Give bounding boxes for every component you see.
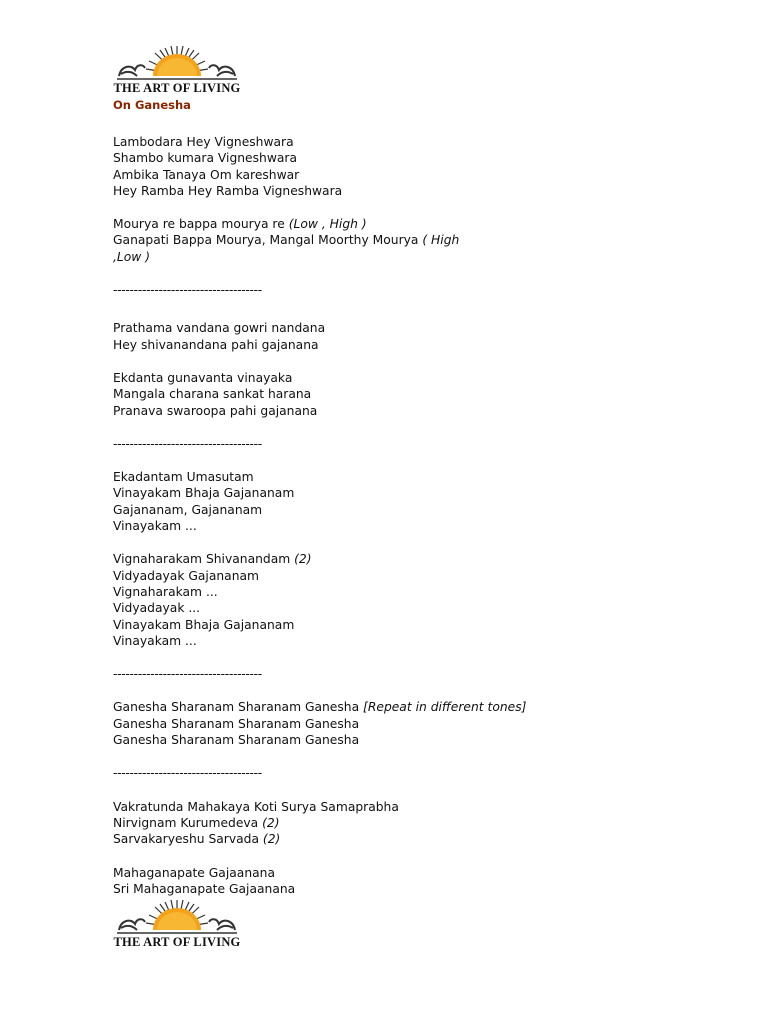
lyric-note: (2)	[262, 815, 280, 830]
lyric-line: Ambika Tanaya Om kareshwar	[113, 167, 300, 182]
lyric-text: Ganapati Bappa Mourya, Mangal Moorthy Mourya	[113, 233, 423, 248]
lyric-line: Ekdanta gunavanta vinayaka	[113, 370, 293, 385]
lyric-line: Shambo kumara Vigneshwara	[113, 151, 298, 166]
lyric-line: Hey Ramba Hey Ramba Vigneshwara	[113, 183, 343, 198]
lyric-line: Lambodara Hey Vigneshwara	[113, 135, 294, 149]
lyric-text: Mourya re bappa mourya re	[113, 217, 289, 232]
lyric-note: (2)	[262, 832, 281, 847]
lyric-text: Ganesha Sharanam Sharanam Ganesha	[113, 700, 364, 715]
lyric-line: Sri Mahaganapate Gajaanana	[113, 881, 296, 896]
lyric-line	[113, 831, 673, 847]
lyric-line: Vignaharakam ...	[113, 584, 218, 599]
lyric-text: Sarvakaryeshu Sarvada	[113, 832, 263, 847]
separator: ------------------------------------	[113, 667, 262, 682]
lyric-note: [Repeat in different tones]	[363, 700, 527, 715]
lyric-line: Vakratunda Mahakaya Koti Surya Samaprabha	[113, 799, 399, 814]
sun-emblem-icon	[113, 898, 241, 938]
lyric-line: Vidyadayak ...	[113, 601, 201, 616]
logo-text: THE ART OF LIVING	[113, 935, 241, 949]
lyric-line: Mangala charana sankat harana	[113, 387, 312, 402]
lyric-line: Mahaganapate Gajaanana	[113, 865, 275, 880]
lyric-line: Vidyadayak Gajananam	[113, 568, 260, 583]
lyric-line: Vinayakam Bhaja Gajananam	[113, 486, 295, 501]
lyric-line: Vinayakam ...	[113, 519, 197, 534]
art-of-living-logo-footer	[113, 898, 241, 950]
lyric-line: Hey shivanandana pahi gajanana	[113, 337, 319, 352]
lyric-line: Ekadantam Umasutam	[113, 470, 254, 485]
lyric-line: Vinayakam ...	[113, 633, 197, 648]
separator: ------------------------------------	[113, 436, 262, 451]
page-title: On Ganesha	[113, 98, 191, 112]
lyric-text: Vignaharakam Shivanandam	[113, 552, 295, 567]
lyric-line	[113, 249, 673, 265]
lyric-line: Ganesha Sharanam Sharanam Ganesha	[113, 716, 360, 731]
lyric-line: Gajananam, Gajananam	[113, 502, 263, 517]
lyric-note: (Low , High )	[288, 217, 367, 232]
sun-emblem-icon	[113, 44, 241, 84]
lyric-note: (2)	[294, 552, 312, 567]
separator: ------------------------------------	[113, 766, 262, 781]
lyric-line: Pranava swaroopa pahi gajanana	[113, 403, 318, 418]
lyrics-body	[113, 134, 673, 897]
lyric-line: Prathama vandana gowri nandana	[113, 321, 326, 336]
lyric-line	[113, 815, 673, 831]
lyric-note: ,Low )	[113, 249, 151, 264]
lyric-line	[113, 232, 673, 248]
lyric-note: ( High	[422, 233, 460, 248]
art-of-living-logo	[113, 44, 241, 96]
separator: ------------------------------------	[113, 283, 262, 298]
lyric-line: Ganesha Sharanam Sharanam Ganesha	[113, 733, 360, 748]
lyric-line	[113, 216, 673, 232]
lyric-text: Nirvignam Kurumedeva	[113, 815, 263, 830]
logo-text: THE ART OF LIVING	[113, 81, 241, 95]
lyric-line: Vinayakam Bhaja Gajananam	[113, 617, 295, 632]
lyric-line	[113, 699, 673, 715]
lyric-line	[113, 551, 673, 567]
